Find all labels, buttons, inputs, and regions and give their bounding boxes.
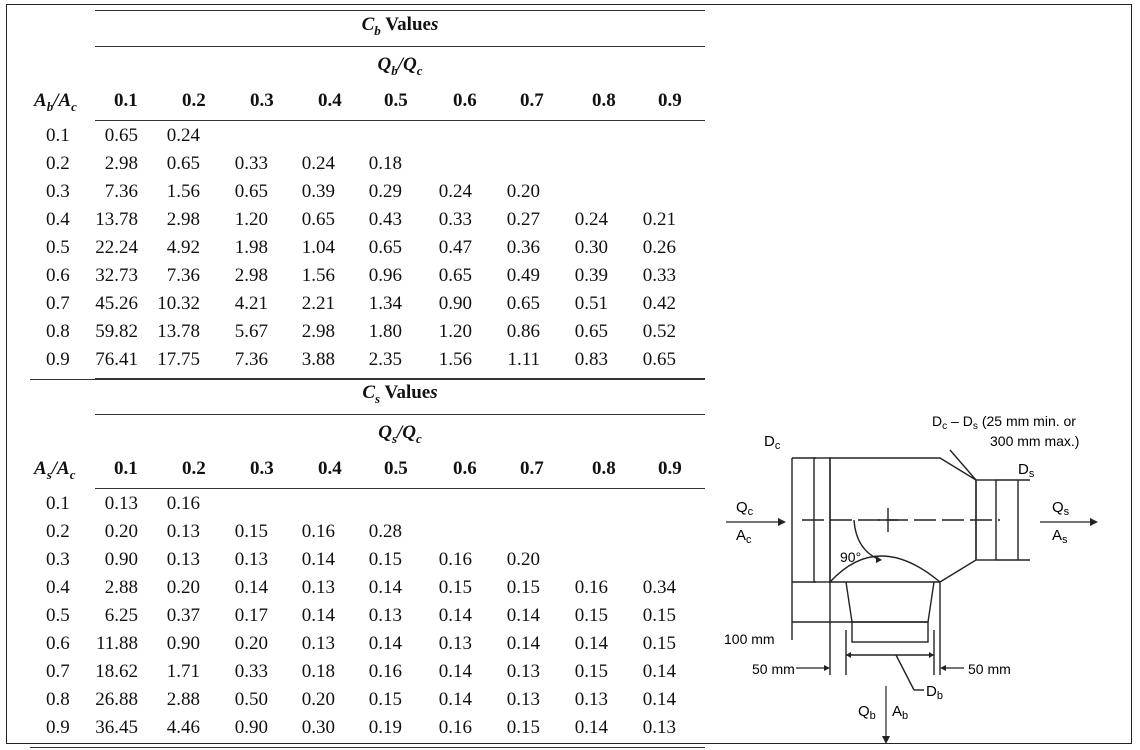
table-cell: 0.14 [301,549,335,570]
column-header: 0.6 [453,458,477,479]
row-label: 0.9 [46,349,70,370]
table-cell: 0.14 [438,605,472,626]
table-cell: 0.33 [234,153,268,174]
db-label: $D_b$ [926,683,943,702]
table-cell: 2.98 [234,265,268,286]
tee-fitting-diagram [718,400,1128,745]
table-cell: 0.19 [368,717,402,738]
table-cell: 0.65 [642,349,676,370]
table-cell: 2.88 [166,689,200,710]
table-cell: 2.98 [104,153,138,174]
table-title: $C_b$ Values [361,14,439,38]
table-cell: 0.15 [574,661,608,682]
branch-body [846,582,934,622]
table-cell: 0.20 [166,577,200,598]
table-cell: 0.90 [234,717,268,738]
table-cell: 0.14 [642,661,676,682]
as-label: $A_s$ [1052,527,1068,546]
column-header: 0.1 [114,458,138,479]
table-cell: 2.88 [104,577,138,598]
table-cell: 0.15 [368,549,402,570]
row-label: 0.2 [46,521,70,542]
table-cell: 0.86 [506,321,540,342]
area-ratio-header: $A_s/A_c$ [34,458,76,482]
table-cell: 0.21 [642,209,676,230]
table-cell: 0.52 [642,321,676,342]
table-cell: 0.16 [301,521,335,542]
column-header: 0.9 [658,458,682,479]
flow-ratio-header: $Q_b/Q_c$ [377,54,423,78]
row-label: 0.8 [46,689,70,710]
diff-label: $D_c - D_s$ (25 mm min. or [932,413,1076,432]
row-label: 0.7 [46,661,70,682]
table-cell: 0.20 [301,689,335,710]
table-cell: 0.13 [166,549,200,570]
table-cell: 0.34 [642,577,676,598]
dim-50-left-label: 50 mm [752,661,795,677]
table-title: $C_s$ Values [362,382,438,406]
table-cell: 59.82 [95,321,138,342]
table-cell: 13.78 [95,209,138,230]
table-cell: 0.39 [574,265,608,286]
branch-collar [852,622,928,642]
table-cell: 1.71 [166,661,200,682]
table-cell: 1.56 [438,349,472,370]
table-cell: 0.33 [438,209,472,230]
table-cell: 0.15 [506,577,540,598]
table-cell: 0.16 [438,549,472,570]
ab-label: $A_b$ [892,703,909,722]
table-cell: 0.65 [506,293,540,314]
table-cell: 26.88 [95,689,138,710]
table-cell: 0.17 [234,605,268,626]
table-cell: 0.20 [104,521,138,542]
table-cell: 0.15 [642,605,676,626]
column-header: 0.2 [182,90,206,111]
table-cell: 0.30 [301,717,335,738]
row-label: 0.4 [46,209,70,230]
table-cell: 0.24 [438,181,472,202]
column-header: 0.3 [250,458,274,479]
table-cell: 45.26 [95,293,138,314]
table-cell: 0.65 [234,181,268,202]
column-header: 0.5 [384,458,408,479]
table-cell: 2.21 [301,293,335,314]
table-cell: 0.13 [438,633,472,654]
table-cell: 1.11 [507,349,540,370]
table-cell: 0.27 [506,209,540,230]
column-header: 0.8 [592,458,616,479]
row-label: 0.5 [46,237,70,258]
column-header: 0.4 [318,458,342,479]
table-cell: 0.16 [438,717,472,738]
area-ratio-header: $A_b/A_c$ [34,90,77,114]
table-cell: 1.20 [234,209,268,230]
row-label: 0.6 [46,633,70,654]
table-cell: 0.65 [368,237,402,258]
table-cell: 0.65 [166,153,200,174]
table-cell: 0.65 [574,321,608,342]
table-cell: 7.36 [104,181,138,202]
table-cell: 11.88 [95,633,138,654]
table-cell: 0.36 [506,237,540,258]
row-label: 0.1 [46,125,70,146]
table-cell: 0.18 [301,661,335,682]
table-cell: 0.65 [301,209,335,230]
table-cell: 0.90 [104,549,138,570]
table-cell: 4.21 [234,293,268,314]
table-cell: 0.15 [506,717,540,738]
table-cell: 0.51 [574,293,608,314]
table-cell: 0.16 [574,577,608,598]
table-cell: 0.50 [234,689,268,710]
table-cell: 4.46 [166,717,200,738]
table-cell: 22.24 [95,237,138,258]
table-cell: 2.98 [301,321,335,342]
table-cell: 5.67 [234,321,268,342]
table-cell: 0.15 [574,605,608,626]
table-cell: 0.42 [642,293,676,314]
table-cell: 0.26 [642,237,676,258]
column-header: 0.7 [520,90,544,111]
table-cell: 0.13 [301,633,335,654]
table-cell: 1.56 [301,265,335,286]
column-header: 0.6 [453,90,477,111]
flow-ratio-header: $Q_s/Q_c$ [378,422,422,446]
table-cell: 0.13 [506,661,540,682]
table-cell: 17.75 [157,349,200,370]
table-cell: 1.98 [234,237,268,258]
dim-50-right-label: 50 mm [968,661,1011,677]
table-cell: 0.13 [642,717,676,738]
table-cell: 0.13 [506,689,540,710]
table-cell: 0.20 [506,181,540,202]
table-cell: 0.15 [368,689,402,710]
ac-label: $A_c$ [736,527,752,546]
table-cell: 0.37 [166,605,200,626]
column-header: 0.7 [520,458,544,479]
table-cell: 0.13 [166,521,200,542]
table-cell: 0.24 [166,125,200,146]
table-cell: 0.90 [438,293,472,314]
row-label: 0.8 [46,321,70,342]
table-cell: 3.88 [301,349,335,370]
table-cell: 1.56 [166,181,200,202]
table-cell: 0.96 [368,265,402,286]
column-header: 0.5 [384,90,408,111]
table-cell: 0.14 [438,689,472,710]
table-cell: 0.24 [301,153,335,174]
table-cell: 0.14 [642,689,676,710]
table-cell: 0.13 [574,689,608,710]
dc-label: $D_c$ [764,433,781,452]
table-cell: 0.16 [166,493,200,514]
column-header: 0.9 [658,90,682,111]
column-header: 0.1 [114,90,138,111]
table-cell: 1.04 [301,237,335,258]
qs-label: $Q_s$ [1052,499,1070,518]
table-cell: 6.25 [104,605,138,626]
table-cell: 0.30 [574,237,608,258]
table-cell: 0.14 [506,633,540,654]
row-label: 0.1 [46,493,70,514]
table-cell: 0.15 [234,521,268,542]
table-cell: 0.14 [574,633,608,654]
table-cell: 76.41 [95,349,138,370]
qb-label: $Q_b$ [858,703,876,722]
table-cell: 0.47 [438,237,472,258]
table-cell: 0.18 [368,153,402,174]
table-cell: 0.49 [506,265,540,286]
table-cell: 36.45 [95,717,138,738]
table-cell: 0.20 [506,549,540,570]
column-header: 0.3 [250,90,274,111]
table-cell: 1.80 [368,321,402,342]
table-cell: 0.13 [368,605,402,626]
table-cell: 0.43 [368,209,402,230]
table-cell: 0.14 [506,605,540,626]
table-cell: 18.62 [95,661,138,682]
row-label: 0.5 [46,605,70,626]
table-cell: 0.15 [438,577,472,598]
table-cell: 0.39 [301,181,335,202]
table-cell: 0.14 [438,661,472,682]
row-label: 0.7 [46,293,70,314]
dim-100-label: 100 mm [724,631,775,647]
table-cell: 0.24 [574,209,608,230]
table-cell: 10.32 [157,293,200,314]
table-cell: 0.14 [234,577,268,598]
table-cell: 32.73 [95,265,138,286]
column-header: 0.4 [318,90,342,111]
table-cell: 0.13 [301,577,335,598]
table-cell: 0.13 [234,549,268,570]
column-header: 0.8 [592,90,616,111]
table-cell: 1.34 [368,293,402,314]
table-cell: 2.98 [166,209,200,230]
table-cell: 0.20 [234,633,268,654]
table-cell: 0.83 [574,349,608,370]
angle-label: 90° [840,549,862,565]
table-cell: 0.13 [104,493,138,514]
table-cell: 0.14 [368,577,402,598]
table-cell: 0.29 [368,181,402,202]
table-cell: 2.35 [368,349,402,370]
row-label: 0.3 [46,181,70,202]
table-cell: 1.20 [438,321,472,342]
table-cell: 0.14 [368,633,402,654]
table-cell: 4.92 [166,237,200,258]
table-cell: 7.36 [166,265,200,286]
table-cell: 0.16 [368,661,402,682]
row-label: 0.4 [46,577,70,598]
row-label: 0.2 [46,153,70,174]
table-cell: 0.14 [574,717,608,738]
table-cell: 0.65 [438,265,472,286]
table-cell: 0.65 [104,125,138,146]
row-label: 0.6 [46,265,70,286]
table-cell: 13.78 [157,321,200,342]
table-cell: 0.33 [642,265,676,286]
table-cell: 0.15 [642,633,676,654]
diff-note-2: 300 mm max.) [990,433,1080,449]
row-label: 0.9 [46,717,70,738]
ds-label: $D_s$ [1018,461,1035,480]
table-cell: 0.90 [166,633,200,654]
qc-label: $Q_c$ [736,499,754,518]
column-header: 0.2 [182,458,206,479]
table-cell: 0.14 [301,605,335,626]
table-cell: 0.33 [234,661,268,682]
table-cell: 7.36 [234,349,268,370]
table-cell: 0.28 [368,521,402,542]
row-label: 0.3 [46,549,70,570]
